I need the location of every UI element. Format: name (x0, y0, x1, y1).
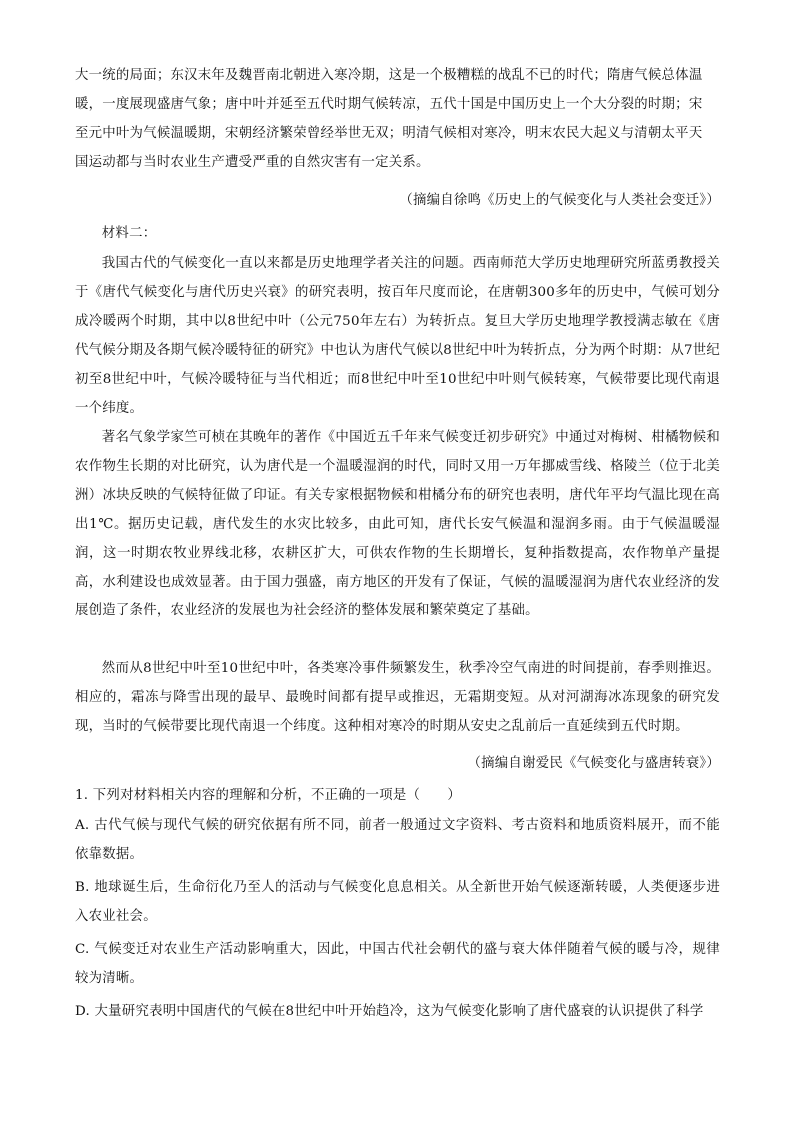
option-c: C. 气候变迁对农业生产活动影响重大，因此，中国古代社会朝代的盛与衰大体伴随着气候的暖与冷，规律较为清晰。 (75, 942, 720, 986)
option-b: B. 地球诞生后，生命衍化乃至人的活动与气候变化息息相关。从全新世开始气候逐渐转暖，人类便逐步进入农业社会。 (75, 880, 720, 924)
option-a: A. 古代气候与现代气候的研究依据有所不同，前者一般通过文字资料、考古资料和地质资料展开，而不能依靠数据。 (75, 818, 720, 862)
intro-line-1: 大一统的局面；东汉末年及魏晋南北朝进入寒冷期，这是一个极糟糕的战乱不已的时代；隋唐气候总体温 (75, 68, 703, 83)
material-2-paragraph-2: 著名气象学家竺可桢在其晚年的著作《中国近五千年来气候变迁初步研究》中通过对梅树、柑橘物候和农作物生长期的对比研究，认为唐代是一个温暖湿润的时代，同时又用一万年挪威雪线、格陵兰（位于北美洲）冰块反映的气候特征做了印证。有关专家根据物候和柑橘分布的研究也表明，唐代年平均气温比现在高出1℃。据历史记载，唐代发生的水灾比较多，由此可知，唐代长安气候温和湿润多雨。由于气候温暖湿润，这一时期农牧业界线北移，农耕区扩大，可供农作物的生长期增长，复种指数提高，农作物单产量提高，水利建设也成效显著。由于国力强盛，南方地区的开发有了保证，气候的温暖湿润为唐代农业经济的发展创造了条件，农业经济的发展也为社会经济的整体发展和繁荣奠定了基础。 (75, 430, 720, 619)
source-citation-1: （摘编自徐鸣《历史上的气候变化与人类社会变迁》） (399, 193, 720, 208)
material-2-paragraph-1: 我国古代的气候变化一直以来都是历史地理学者关注的问题。西南师范大学历史地理研究所蓝勇教授关于《唐代气候变化与唐代历史兴衰》的研究表明，按百年尺度而论，在唐朝300多年的历史中，气候可划分成冷暖两个时期，其中以8世纪中叶（公元750年左右）为转折点。复旦大学历史地理学教授满志敏在《唐代气候分期及各期气候冷暖特征的研究》中也认为唐代气候以8世纪中叶为转折点，分为两个时期：从7世纪初至8世纪中叶，气候冷暖特征与当代相近；而8世纪中叶至10世纪中叶则气候转寒，气候带要比现代南退一个纬度。 (75, 256, 721, 416)
material-2-heading: 材料二： (101, 226, 157, 241)
question-1-stem: 1. 下列对材料相关内容的理解和分析，不正确的一项是（ ） (75, 788, 462, 803)
option-d: D. 大量研究表明中国唐代的气候在8世纪中叶开始趋冷，这为气候变化影响了唐代盛衰的认识提供了科学 (75, 1004, 704, 1019)
source-citation-2: （摘编自谢爱民《气候变化与盛唐转衰》） (467, 756, 720, 771)
intro-line-2: 暖，一度展现盛唐气象；唐中叶并延至五代时期气候转凉，五代十国是中国历史上一个大分裂的时期；宋 (75, 96, 703, 112)
intro-paragraph (75, 62, 720, 178)
intro-line-3: 至元中叶为气候温暖期，宋朝经济繁荣曾经举世无双；明清气候相对寒冷，明末农民大起义与清朝太平天 (75, 125, 703, 141)
intro-line-4: 国运动都与当时农业生产遭受严重的自然灾害有一定关系。 (75, 154, 430, 170)
material-2-paragraph-3: 然而从8世纪中叶至10世纪中叶，各类寒冷事件频繁发生，秋季冷空气南进的时间提前，春季则推迟。相应的，霜冻与降雪出现的最早、最晚时间都有提早或推迟，无霜期变短。从对河湖海冰冻现象的研究发现，当时的气候带要比现代南退一个纬度。这种相对寒冷的时期从安史之乱前后一直延续到五代时期。 (75, 661, 720, 734)
